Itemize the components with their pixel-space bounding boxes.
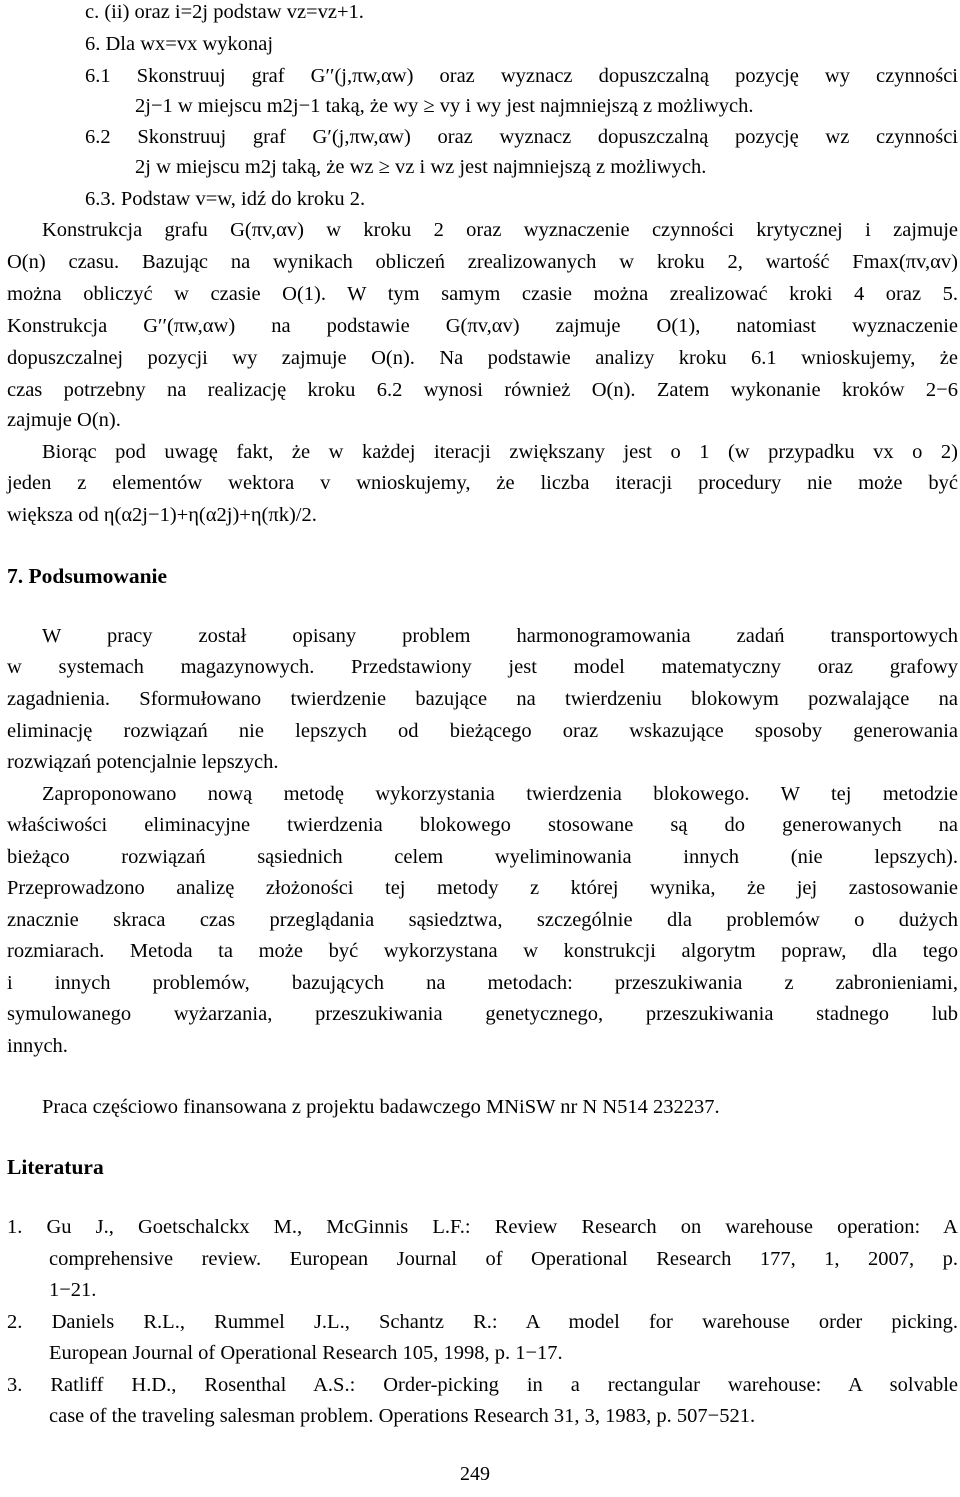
section-heading-summary: 7. Podsumowanie (7, 564, 168, 588)
summary-line: znacznie skraca czas przeglądania sąsiedztwa, szczególnie dla problemów o dużych (7, 909, 958, 931)
algorithm-line: 2j−1 w miejscu m2j−1 taką, że wy ≥ vy i wy jest najmniejszą z możliwych. (135, 95, 754, 117)
summary-line: eliminację rozwiązań nie lepszych od bieżącego oraz wskazujące sposoby generowania (7, 720, 958, 742)
reference-line: case of the traveling salesman problem. Operations Research 31, 3, 1983, p. 507−521. (49, 1405, 756, 1427)
summary-line: właściwości eliminacyjne twierdzenia blokowego stosowane są do generowanych na (7, 814, 958, 836)
complexity-line: dopuszczalnej pozycji wy zajmuje O(n). Na podstawie analizy kroku 6.1 wnioskujemy, że (7, 347, 958, 369)
reference-line: 1. Gu J., Goetschalckx M., McGinnis L.F.: Review Research on warehouse operation: A (7, 1216, 958, 1238)
algorithm-line: 6.3. Podstaw v=w, idź do kroku 2. (85, 188, 366, 210)
algorithm-line: c. (ii) oraz i=2j podstaw vz=vz+1. (85, 1, 364, 23)
summary-line: zagadnienia. Sformułowano twierdzenie bazujące na twierdzeniu blokowym pozwalające na (7, 688, 958, 710)
complexity-line: zajmuje O(n). (7, 409, 121, 431)
complexity-line: Konstrukcja G′′(πw,αw) na podstawie G(πv,αv) zajmuje O(1), natomiast wyznaczenie (7, 315, 958, 337)
summary-line: w systemach magazynowych. Przedstawiony jest model matematyczny oraz grafowy (7, 656, 958, 678)
complexity-line: większa od η(α2j−1)+η(α2j)+η(πk)/2. (7, 504, 317, 526)
complexity-line: można obliczyć w czasie O(1). W tym samym czasie można zrealizować kroki 4 oraz 5. (7, 283, 958, 305)
funding-note: Praca częściowo finansowana z projektu badawczego MNiSW nr N N514 232237. (42, 1096, 720, 1118)
summary-line: innych. (7, 1035, 68, 1057)
summary-line: symulowanego wyżarzania, przeszukiwania genetycznego, przeszukiwania stadnego lub (7, 1003, 958, 1025)
complexity-line: czas potrzebny na realizację kroku 6.2 wynosi również O(n). Zatem wykonanie kroków 2−6 (7, 379, 958, 401)
reference-line: 3. Ratliff H.D., Rosenthal A.S.: Order-picking in a rectangular warehouse: A solvable (7, 1374, 958, 1396)
complexity-line: O(n) czasu. Bazując na wynikach obliczeń zrealizowanych w kroku 2, wartość Fmax(πv,αv) (7, 251, 958, 273)
summary-line: Zaproponowano nową metodę wykorzystania twierdzenia blokowego. W tej metodzie (42, 783, 958, 805)
summary-line: bieżąco rozwiązań sąsiednich celem wyeliminowania innych (nie lepszych). (7, 846, 958, 868)
reference-line: 2. Daniels R.L., Rummel J.L., Schantz R.: A model for warehouse order picking. (7, 1311, 958, 1333)
algorithm-line: 6.1 Skonstruuj graf G′′(j,πw,αw) oraz wyznacz dopuszczalną pozycję wy czynności (85, 65, 958, 87)
complexity-line: Biorąc pod uwagę fakt, że w każdej iteracji zwiększany jest o 1 (w przypadku vx o 2) (42, 441, 958, 463)
reference-line: 1−21. (49, 1279, 97, 1301)
complexity-line: Konstrukcja grafu G(πv,αv) w kroku 2 oraz wyznaczenie czynności krytycznej i zajmuje (42, 219, 958, 241)
summary-line: i innych problemów, bazujących na metodach: przeszukiwania z zabronieniami, (7, 972, 958, 994)
algorithm-line: 6.2 Skonstruuj graf G′(j,πw,αw) oraz wyznacz dopuszczalną pozycję wz czynności (85, 126, 958, 148)
summary-line: rozwiązań potencjalnie lepszych. (7, 751, 279, 773)
algorithm-line: 2j w miejscu m2j taką, że wz ≥ vz i wz jest najmniejszą z możliwych. (135, 156, 707, 178)
complexity-line: jeden z elementów wektora v wnioskujemy, że liczba iteracji procedury nie może być (7, 472, 958, 494)
reference-line: European Journal of Operational Research 105, 1998, p. 1−17. (49, 1342, 563, 1364)
page-number: 249 (460, 1463, 490, 1485)
summary-line: W pracy został opisany problem harmonogramowania zadań transportowych (42, 625, 958, 647)
section-heading-references: Literatura (7, 1155, 104, 1179)
algorithm-line: 6. Dla wx=vx wykonaj (85, 33, 274, 55)
summary-line: Przeprowadzono analizę złożoności tej metody z której wynika, że jej zastosowanie (7, 877, 958, 899)
summary-line: rozmiarach. Metoda ta może być wykorzystana w konstrukcji algorytm popraw, dla tego (7, 940, 958, 962)
reference-line: comprehensive review. European Journal of Operational Research 177, 1, 2007, p. (49, 1248, 958, 1270)
